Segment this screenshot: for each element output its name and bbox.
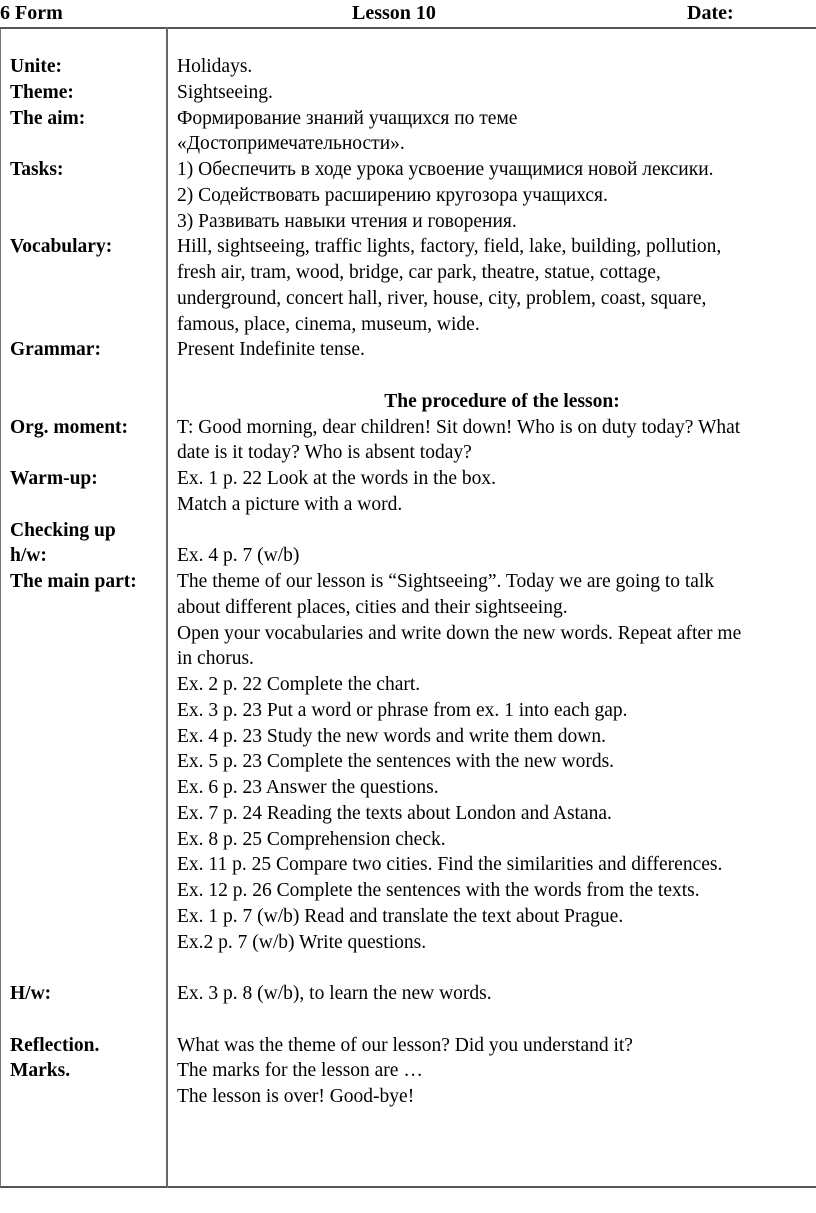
row-label: The main part: xyxy=(10,571,137,592)
content-line: Ex. 11 p. 25 Compare two cities. Find the similarities and differences. xyxy=(177,854,723,876)
content-line: Ex. 3 p. 8 (w/b), to learn the new words. xyxy=(177,983,492,1004)
row-label: Reflection. xyxy=(10,1034,100,1056)
content-line: «Достопримечательности». xyxy=(177,133,405,155)
row-label: Marks. xyxy=(10,1060,71,1082)
content-line: T: Good morning, dear children! Sit down! Who is on duty today? What xyxy=(177,416,741,438)
content-line: Ex. 4 p. 7 (w/b) xyxy=(177,545,300,567)
content-line: 3) Развивать навыки чтения и говорения. xyxy=(177,210,517,232)
content-line: Open your vocabularies and write down the new words. Repeat after me xyxy=(177,622,742,644)
content-line: Ex. 2 p. 22 Complete the chart. xyxy=(177,674,421,695)
lesson-title: Lesson 10 xyxy=(352,2,436,24)
date-label: Date: xyxy=(687,2,734,24)
row-label: H/w: xyxy=(10,983,52,1004)
row-label: Theme: xyxy=(10,81,74,103)
content-line: underground, concert hall, river, house, city, problem, coast, square, xyxy=(177,287,707,309)
content-line: Sightseeing. xyxy=(177,81,273,103)
content-line: Ex. 7 p. 24 Reading the texts about London and Astana. xyxy=(177,802,612,824)
form-label: 6 Form xyxy=(0,2,63,24)
content-line: date is it today? Who is absent today? xyxy=(177,442,472,464)
content-line: Ex. 4 p. 23 Study the new words and write them down. xyxy=(177,725,606,747)
row-label: The aim: xyxy=(10,107,86,129)
content-line: The marks for the lesson are … xyxy=(177,1060,423,1082)
content-line: The theme of our lesson is “Sightseeing”. Today we are going to talk xyxy=(177,571,715,592)
content-line: Present Indefinite tense. xyxy=(177,339,365,361)
row-label: Tasks: xyxy=(10,159,64,180)
content-line: in chorus. xyxy=(177,648,254,670)
content-line: about different places, cities and their sightseeing. xyxy=(177,596,568,618)
content-line: Match a picture with a word. xyxy=(177,493,403,515)
content-line: Ex. 1 p. 22 Look at the words in the box. xyxy=(177,468,496,489)
row-label: h/w: xyxy=(10,545,47,567)
row-label: Unite: xyxy=(10,56,62,77)
content-line: Ex. 1 p. 7 (w/b) Read and translate the text about Prague. xyxy=(177,905,624,927)
column-divider xyxy=(166,27,168,1188)
row-label: Checking up xyxy=(10,519,116,541)
content-line: Ex. 6 p. 23 Answer the questions. xyxy=(177,777,439,798)
content-line: famous, place, cinema, museum, wide. xyxy=(177,313,480,335)
content-line: 2) Содействовать расширению кругозора учащихся. xyxy=(177,184,608,206)
content-line: What was the theme of our lesson? Did you understand it? xyxy=(177,1034,633,1056)
content-line: Ex. 3 p. 23 Put a word or phrase from ex. 1 into each gap. xyxy=(177,699,628,721)
content-line: Hill, sightseeing, traffic lights, factory, field, lake, building, pollution, xyxy=(177,236,722,258)
row-label: Warm-up: xyxy=(10,468,98,489)
row-label: Org. moment: xyxy=(10,416,129,438)
row-label: Grammar: xyxy=(10,339,101,361)
content-line: Ex. 12 p. 26 Complete the sentences with the words from the texts. xyxy=(177,880,700,901)
content-line: Ex. 8 p. 25 Comprehension check. xyxy=(177,828,446,850)
content-line: Ex.2 p. 7 (w/b) Write questions. xyxy=(177,931,427,953)
content-line: Ex. 5 p. 23 Complete the sentences with the new words. xyxy=(177,751,615,773)
content-line: The lesson is over! Good-bye! xyxy=(177,1086,415,1107)
content-line: fresh air, tram, wood, bridge, car park, theatre, statue, cottage, xyxy=(177,262,661,283)
content-line: Формирование знаний учащихся по теме xyxy=(177,107,518,129)
procedure-heading: The procedure of the lesson: xyxy=(384,390,620,412)
content-line: 1) Обеспечить в ходе урока усвоение учащимися новой лексики. xyxy=(177,159,714,180)
content-line: Holidays. xyxy=(177,56,253,77)
row-label: Vocabulary: xyxy=(10,236,113,258)
